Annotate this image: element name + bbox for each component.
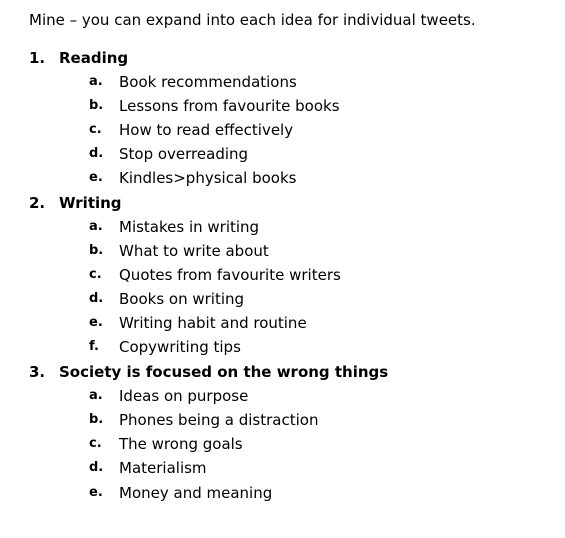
- list-item: Kindles>physical books: [119, 169, 297, 187]
- list-item: Books on writing: [119, 290, 245, 308]
- list-item: Copywriting tips: [119, 338, 241, 356]
- list-item-letter: c.: [89, 122, 102, 137]
- list-item: Money and meaning: [119, 484, 273, 502]
- list-item: Quotes from favourite writers: [119, 266, 341, 284]
- list-item-letter: d.: [89, 460, 104, 475]
- list-item-letter: b.: [89, 98, 104, 113]
- list-item: How to read effectively: [119, 121, 294, 139]
- list-item-letter: a.: [89, 388, 103, 403]
- list-item: Lessons from favourite books: [119, 97, 340, 115]
- section-title-society: Society is focused on the wrong things: [59, 363, 389, 381]
- list-item-letter: b.: [89, 412, 104, 427]
- list-item-letter: b.: [89, 243, 104, 258]
- list-item-letter: e.: [89, 315, 103, 330]
- list-item: Book recommendations: [119, 73, 297, 91]
- list-item: The wrong goals: [119, 435, 243, 453]
- list-item-letter: c.: [89, 267, 102, 282]
- list-item-letter: e.: [89, 170, 103, 185]
- list-item-letter: e.: [89, 485, 103, 500]
- list-item-letter: c.: [89, 436, 102, 451]
- section-title-writing: Writing: [59, 194, 122, 212]
- list-item: Writing habit and routine: [119, 314, 307, 332]
- section-title-reading: Reading: [59, 49, 129, 67]
- list-item: Stop overreading: [119, 145, 249, 163]
- list-item: Ideas on purpose: [119, 387, 249, 405]
- section-number: 3.: [29, 363, 46, 381]
- list-item: Mistakes in writing: [119, 218, 260, 236]
- list-item-letter: d.: [89, 291, 104, 306]
- list-item: Phones being a distraction: [119, 411, 319, 429]
- list-item-letter: a.: [89, 219, 103, 234]
- section-number: 1.: [29, 49, 46, 67]
- list-item-letter: a.: [89, 74, 103, 89]
- list-item: Materialism: [119, 459, 207, 477]
- list-item: What to write about: [119, 242, 269, 260]
- intro-text: Mine – you can expand into each idea for individual tweets.: [29, 11, 476, 29]
- list-item-letter: f.: [89, 339, 99, 354]
- section-number: 2.: [29, 194, 46, 212]
- list-item-letter: d.: [89, 146, 104, 161]
